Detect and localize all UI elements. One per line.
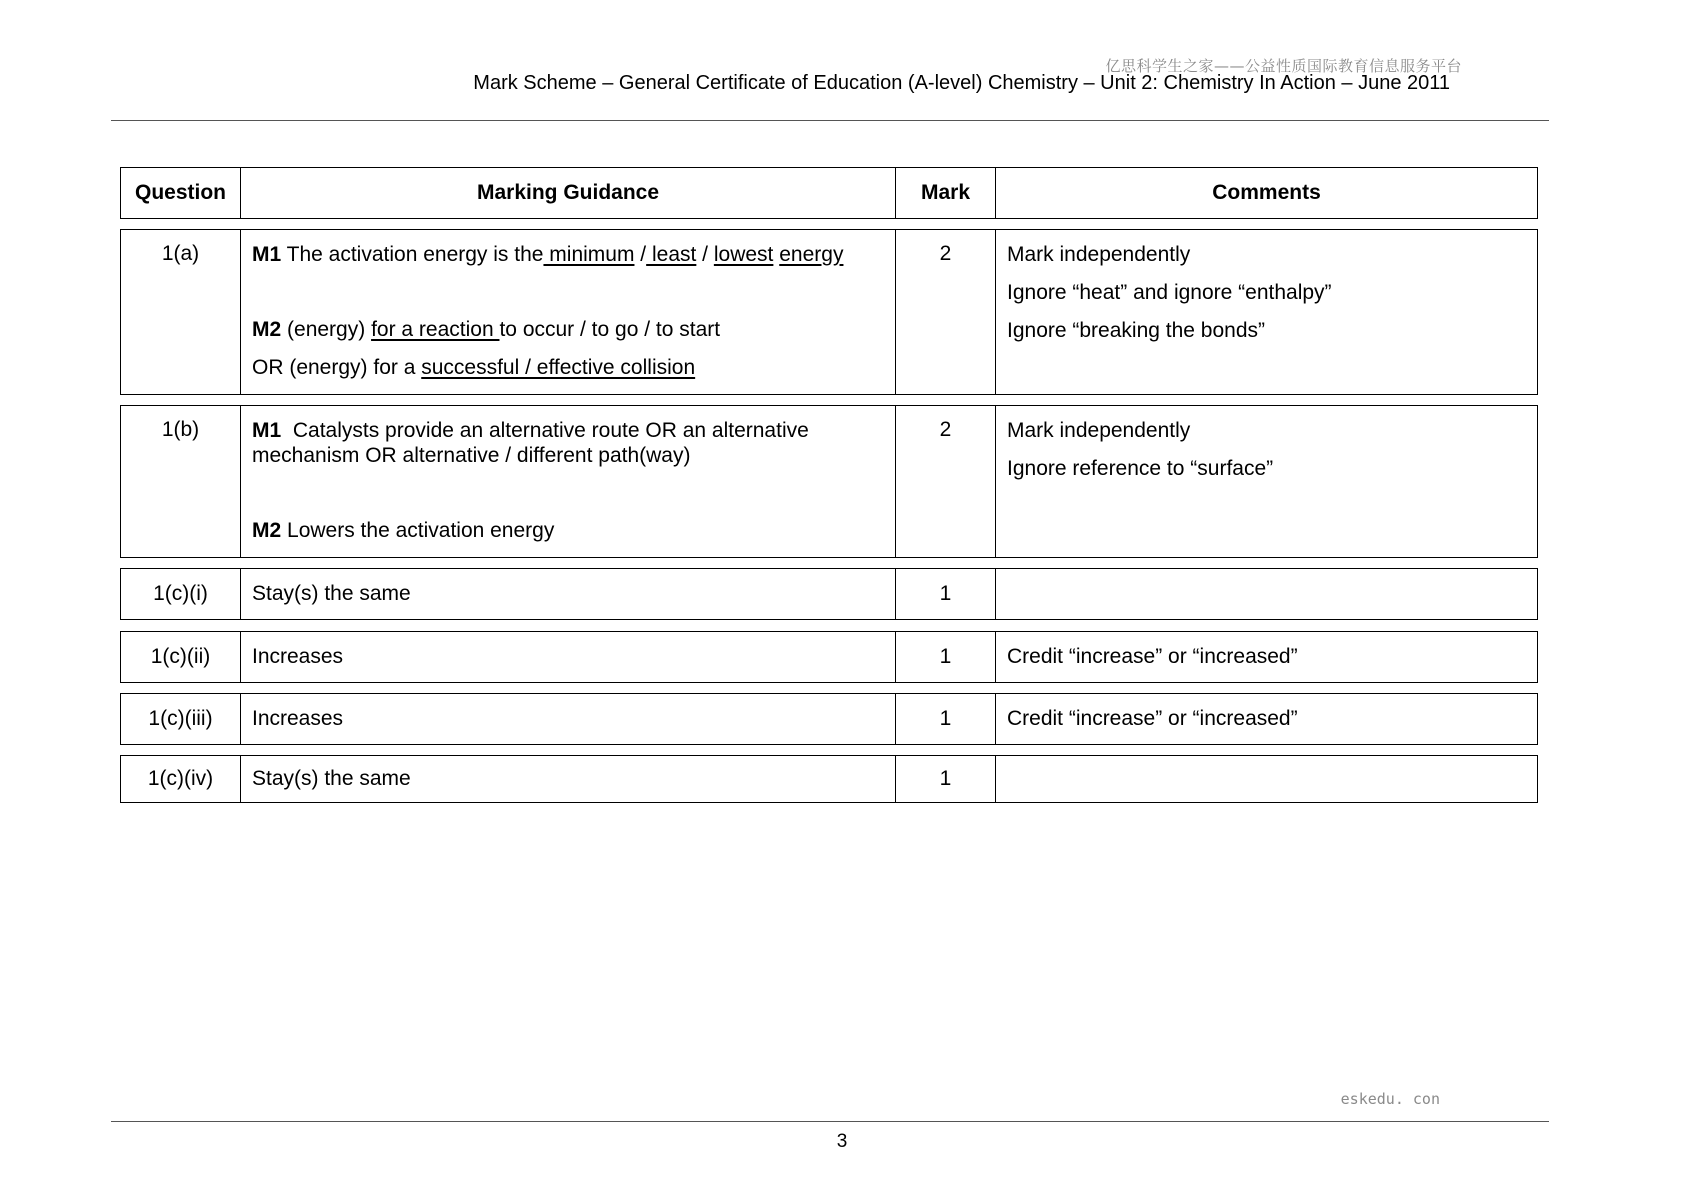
comments xyxy=(995,406,1537,557)
m2-rest: to occur / to go / to start xyxy=(499,318,721,341)
header-mark: Mark xyxy=(895,168,995,218)
m1-text: Catalysts provide an alternative route OR an alternative xyxy=(281,419,809,442)
marking-guidance xyxy=(240,406,895,557)
question-number: 1(c)(ii) xyxy=(150,645,211,668)
table-row-1ciii xyxy=(120,693,1538,745)
comments xyxy=(995,756,1537,802)
table-row-1a xyxy=(120,229,1538,395)
m1-slash1: / xyxy=(634,243,647,266)
m1-line xyxy=(252,418,884,443)
or-text: OR (energy) for a xyxy=(252,356,422,379)
m2-text: Lowers the activation energy xyxy=(281,519,555,542)
mark-value: 2 xyxy=(895,230,995,394)
footer-rule xyxy=(111,1121,1549,1122)
m2-line xyxy=(252,317,884,342)
watermark-top: 亿思科学生之家——公益性质国际教育信息服务平台 xyxy=(1105,57,1462,75)
m2-line xyxy=(252,518,884,543)
header-title: Mark Scheme – General Certificate of Education (A-level) Chemistry – Unit 2: Chemistry In Action – June 2011 xyxy=(473,72,1450,94)
m1-label: M1 xyxy=(252,243,282,266)
question-number: 1(a) xyxy=(161,242,200,265)
table-row-1cii xyxy=(120,631,1538,683)
m1-text: The activation energy is the xyxy=(281,243,544,266)
question-number: 1(b) xyxy=(161,418,200,441)
m2-label: M2 xyxy=(252,318,282,341)
comments xyxy=(995,569,1537,619)
mark-value: 2 xyxy=(895,406,995,557)
question-number: 1(c)(iv) xyxy=(147,767,214,790)
m1-line-2: mechanism OR alternative / different path(way) xyxy=(252,444,691,467)
table-row-1ci xyxy=(120,568,1538,620)
mark-value: 1 xyxy=(895,694,995,744)
m2-label: M2 xyxy=(252,519,282,542)
mark-value: 1 xyxy=(895,569,995,619)
comment-line: Ignore “heat” and ignore “enthalpy” xyxy=(1007,281,1332,304)
m1-lowest: lowest xyxy=(713,243,774,266)
or-line xyxy=(252,355,884,380)
header-rule xyxy=(111,120,1549,121)
or-collision: successful / effective collision xyxy=(421,356,696,379)
table-row-1b xyxy=(120,405,1538,558)
comment-line: Mark independently xyxy=(1007,419,1191,442)
m1-line xyxy=(252,242,884,267)
comment-line: Ignore reference to “surface” xyxy=(1007,457,1274,480)
comments xyxy=(995,230,1537,394)
marking-guidance: Stay(s) the same xyxy=(240,756,895,802)
m1-label: M1 xyxy=(252,419,282,442)
header-comments: Comments xyxy=(995,168,1537,218)
page-number: 3 xyxy=(836,1131,848,1152)
comments: Credit “increase” or “increased” xyxy=(995,694,1537,744)
marking-guidance: Stay(s) the same xyxy=(240,569,895,619)
table-header xyxy=(120,167,1538,219)
comment-line: Mark independently xyxy=(1007,243,1191,266)
question-number: 1(c)(iii) xyxy=(148,707,213,730)
m1-slash2: / xyxy=(696,243,714,266)
question-number: 1(c)(i) xyxy=(153,582,208,605)
footer-watermark: eskedu. con xyxy=(1340,1090,1440,1108)
comments: Credit “increase” or “increased” xyxy=(995,632,1537,682)
m2-reaction: for a reaction xyxy=(371,318,500,341)
comment-line: Ignore “breaking the bonds” xyxy=(1007,319,1265,342)
mark-value: 1 xyxy=(895,756,995,802)
header-question: Question xyxy=(134,181,226,204)
table-row-1civ xyxy=(120,755,1538,803)
m2-text: (energy) xyxy=(281,318,372,341)
marking-guidance: Increases xyxy=(240,694,895,744)
m1-least: least xyxy=(646,243,697,266)
marking-guidance: Increases xyxy=(240,632,895,682)
header-guidance: Marking Guidance xyxy=(240,168,895,218)
marking-guidance xyxy=(240,230,895,394)
mark-value: 1 xyxy=(895,632,995,682)
m1-minimum: minimum xyxy=(543,243,635,266)
m1-energy: energy xyxy=(779,243,844,266)
